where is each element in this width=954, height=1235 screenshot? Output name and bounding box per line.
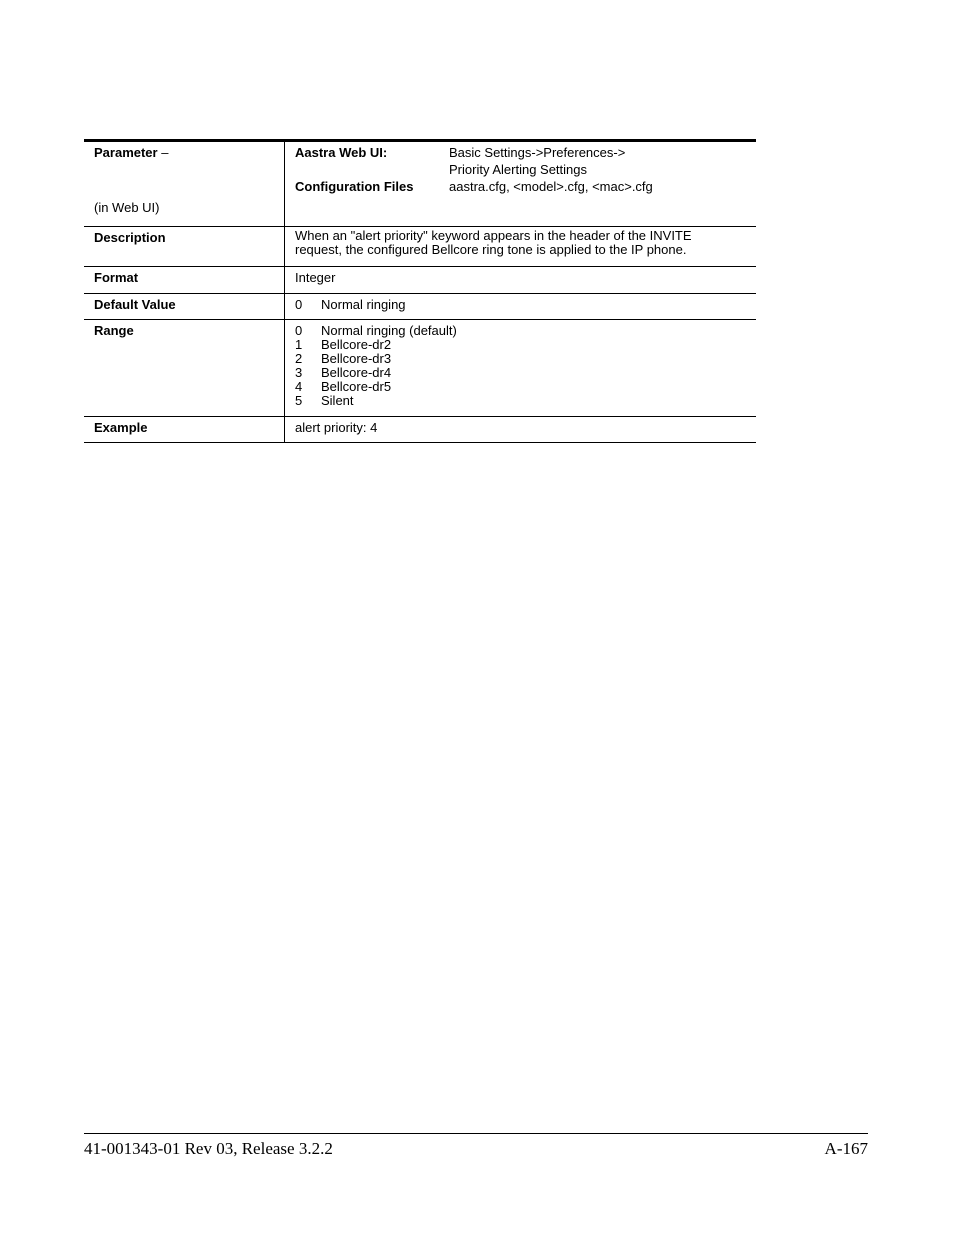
page-number: A-167 xyxy=(824,1139,868,1158)
description-label: Description xyxy=(84,227,285,266)
range-item xyxy=(295,338,756,352)
row-example xyxy=(84,417,756,443)
example-value: alert priority: 4 xyxy=(295,420,378,435)
description-line1: When an "alert priority" keyword appears in the header of the INVITE xyxy=(295,228,692,243)
row-default-value xyxy=(84,294,756,320)
parameter-label-cell xyxy=(84,142,285,226)
parameter-value-cell xyxy=(285,142,756,226)
default-value-number: 0 xyxy=(295,297,303,312)
row-parameter xyxy=(84,142,756,227)
range-item-number: 1 xyxy=(295,337,303,352)
document-id: 41-001343-01 Rev 03, Release 3.2.2 xyxy=(84,1139,333,1158)
row-range xyxy=(84,320,756,417)
page-footer xyxy=(84,1133,868,1158)
description-value xyxy=(285,227,756,266)
format-value: Integer xyxy=(295,270,336,285)
parameter-note: (in Web UI) xyxy=(94,200,160,215)
range-item-number: 5 xyxy=(295,393,303,408)
range-item-number: 3 xyxy=(295,365,303,380)
range-label: Range xyxy=(84,320,285,416)
config-files-label: Configuration Files xyxy=(295,179,414,194)
range-item-text: Silent xyxy=(321,393,354,408)
range-item-text: Normal ringing (default) xyxy=(321,323,457,338)
web-ui-path-line2: Priority Alerting Settings xyxy=(449,162,588,177)
range-item-number: 0 xyxy=(295,323,303,338)
range-item-text: Bellcore-dr4 xyxy=(321,365,392,380)
row-format xyxy=(84,267,756,294)
default-value-cell xyxy=(285,294,756,319)
range-item-text: Bellcore-dr5 xyxy=(321,379,392,394)
parameter-dash: – xyxy=(157,145,169,160)
range-item-number: 2 xyxy=(295,351,303,366)
range-item xyxy=(295,324,756,338)
format-label: Format xyxy=(84,267,285,293)
range-item-number: 4 xyxy=(295,379,303,394)
range-item xyxy=(295,366,756,380)
default-value-label: Default Value xyxy=(84,294,285,319)
range-item xyxy=(295,352,756,366)
web-ui-path xyxy=(449,144,756,178)
range-item-text: Bellcore-dr3 xyxy=(321,351,392,366)
default-value-entry xyxy=(295,296,756,313)
range-list xyxy=(285,320,756,416)
description-line2: request, the configured Bellcore ring tone is applied to the IP phone. xyxy=(295,242,687,257)
range-item-text: Bellcore-dr2 xyxy=(321,337,392,352)
web-ui-entry xyxy=(295,144,756,178)
web-ui-label: Aastra Web UI: xyxy=(295,145,388,160)
range-item xyxy=(295,380,756,394)
parameter-table xyxy=(84,139,756,443)
config-files-entry xyxy=(295,178,756,195)
row-description xyxy=(84,227,756,267)
default-value-text: Normal ringing xyxy=(321,297,406,312)
range-item xyxy=(295,394,756,408)
config-files-value: aastra.cfg, <model>.cfg, <mac>.cfg xyxy=(449,179,653,194)
web-ui-path-line1: Basic Settings->Preferences-> xyxy=(449,145,626,160)
example-label: Example xyxy=(84,417,285,442)
parameter-label: Parameter xyxy=(94,145,158,160)
